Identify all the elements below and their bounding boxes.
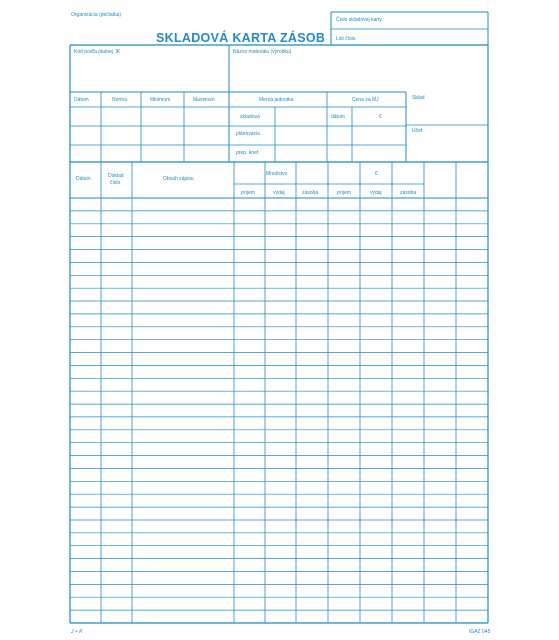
material-name-label: Názov materiálu (výrobku): [233, 49, 292, 55]
card-number-label: Číslo skladovej karty: [336, 17, 382, 23]
quantity-header: Množstvo: [266, 171, 288, 177]
quantity-issue-header: výdaj: [273, 190, 285, 196]
sheet-number-label: List číslo: [336, 36, 356, 42]
norm-header: Norma: [112, 97, 128, 103]
warehouse-label: Sklad: [412, 95, 425, 101]
price-euro-label: €: [379, 114, 382, 120]
account-label: Účet: [412, 128, 423, 134]
document-header-line1: Doklad: [108, 173, 124, 179]
quantity-income-header: príjem: [241, 190, 255, 196]
quantity-stock-header: zásoba: [302, 190, 319, 196]
entry-content-header: Obsah zápisu: [163, 176, 194, 182]
footer-form-number: IGAZ 045: [469, 629, 491, 635]
amount-euro-header: €: [375, 171, 378, 177]
unit-header: Merná jednotka: [259, 97, 294, 103]
maximum-header: Maximum: [193, 97, 215, 103]
form-title: SKLADOVÁ KARTA ZÁSOB: [156, 31, 326, 45]
planning-price-label: plánovacia: [236, 131, 260, 137]
organization-label: Organizácia (pečiatka): [71, 12, 122, 18]
amount-stock-header: zásoba: [400, 190, 417, 196]
info-date-header: Dátum: [74, 97, 89, 103]
document-header-line2: číslo: [110, 180, 121, 186]
entry-date-header: Dátum: [76, 176, 91, 182]
conversion-coefficient-label: prep. koef.: [236, 150, 260, 156]
amount-income-header: príjem: [337, 190, 351, 196]
code-label: Kód podľa platnej JK: [74, 49, 121, 55]
minimum-header: Minimum: [150, 97, 171, 103]
amount-issue-header: výdaj: [370, 190, 382, 196]
price-date-label: dátum: [331, 114, 345, 120]
warehouse-price-label: skladová: [240, 114, 260, 120]
price-header: Cena za MJ: [352, 97, 379, 103]
footer-left-code: J + K: [71, 629, 83, 635]
